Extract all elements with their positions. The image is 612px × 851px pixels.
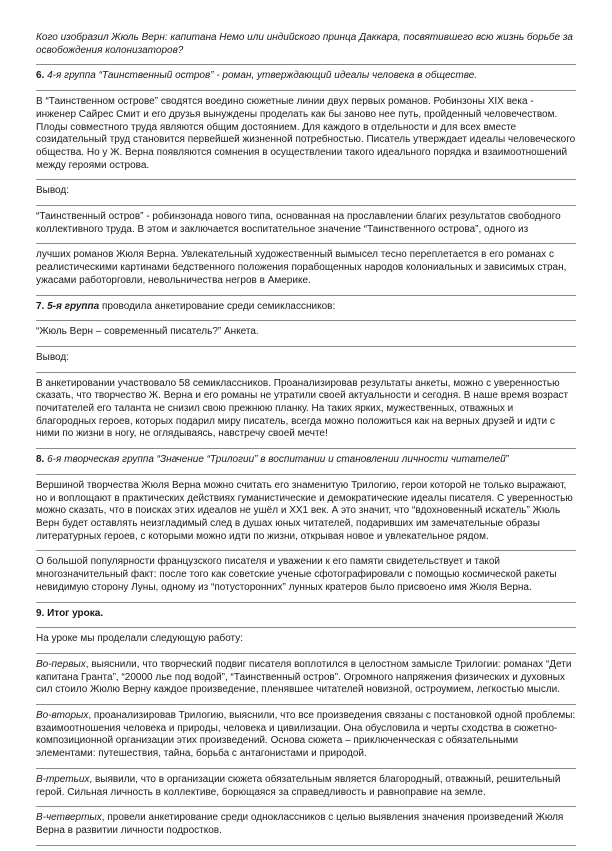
- section-6-conclusion-label: Вывод:: [36, 185, 70, 197]
- divider: [36, 346, 576, 347]
- section-6-body: В “Таинственном острове” сводятся воедино сюжетные линии двух первых романов. Робинзоны XIX века - инженер Сайрес Смит и его друзья вынуждены проделать как бы заново нее путь, пройденный человечеством. Плоды совместного труда являются общим достоянием. Для каждого в отдельности и для всех вместе созидательный труд становится первейшей жизненной потребностью. Писатель утверждает идеалы человеческого общества. Но у Ж. Верна появляются сомнения в осуществлении такого идеального порядка и взаимоотношений между героями острова.: [36, 96, 576, 171]
- divider: [36, 64, 576, 65]
- summary-item: [36, 710, 576, 761]
- divider: [36, 372, 576, 373]
- section-9-heading: 9. Итог урока.: [36, 607, 104, 619]
- divider: [36, 205, 576, 206]
- divider: [36, 602, 576, 603]
- section-7-conclusion: В анкетировании участвовало 58 семиклассников. Проанализировав результаты анкеты, можно с уверенностью сказать, что творчество Ж. Верна и его романы не утратили своей актуальности и сегодня. В наше время возраст почитателей его таланта не снизил свою прежнюю планку. На таких ярких, мужественных, отважных и благородных героев, которых подарил миру писатель, всегда можно положиться как на верных друзей и идти с ними по жизни в ногу, не оглядываясь, навстречу своей мечте!: [36, 377, 569, 440]
- divider: [36, 243, 576, 244]
- section-7-number: 7.: [36, 300, 45, 312]
- divider: [36, 845, 576, 846]
- divider: [36, 448, 576, 449]
- summary-item-text: , выявили, что в организации сюжета обязательным является благородный, отважный, решительный герой. Сильная личность в коллективе, борющаяся за справедливость и равноправие на земле.: [36, 773, 561, 798]
- summary-item: [36, 774, 576, 799]
- section-7-group: 5-я группа: [47, 300, 100, 312]
- summary-item-marker: В-четвертых: [36, 812, 102, 824]
- section-6-heading: [36, 70, 576, 83]
- divider: [36, 704, 576, 705]
- summary-item: [36, 812, 576, 837]
- section-8-body: Вершиной творчества Жюля Верна можно считать его знаменитую Трилогию, герои которой не только выражают, но и воплощают в практических действиях гуманистические и демократические идеалы писателя. С уверенностью можно сказать, что в поисках этих идеалов не ушёл и XX1 век. А это значит, что “вдохновенный искатель” Жюль Верн будет оставлять неизгладимый след в душах юных читателей, подаривших им замечательные образы литературных героев, с которыми можно идти по жизни, открывая новое и увлекательное рядом.: [36, 479, 573, 542]
- section-8-title-tail: ”: [505, 454, 510, 466]
- section-7-title: проводила анкетирование среди семиклассников:: [99, 300, 336, 312]
- divider: [36, 768, 576, 769]
- summary-item: [36, 659, 576, 697]
- summary-item-marker: Во-первых: [36, 658, 86, 670]
- section-9-lead: На уроке мы проделали следующую работу:: [36, 633, 244, 645]
- section-6-conclusion-part-2: лучших романов Жюля Верна. Увлекательный художественный вымысел тесно переплетается в его романах с реалистическими картинами бедственного положения порабощенных народов колониальных и зависимых стран, ужасами работорговли, невольничества негров в Америке.: [36, 249, 567, 286]
- divider: [36, 653, 576, 654]
- section-8-number: 8.: [36, 454, 45, 466]
- summary-item-text: , провели анкетирование среди одноклассников с целью выявления значения произведений Жюля Верна в развитии личности подростков.: [36, 812, 564, 836]
- divider: [36, 550, 576, 551]
- divider: [36, 806, 576, 807]
- summary-item-text: , проанализировав Трилогию, выяснили, что все произведения связаны с постановкой одной проблемы: взаимоотношения человека и природы, человека и цивилизации. Она обусловила и черты сходства в сюжетно-композиционной организации этих произведений. Основа сюжета – приключенческая с обязательными элементами: путешествия, тайна, борьба с антагонистами и природой.: [36, 710, 576, 760]
- divider: [36, 90, 576, 91]
- divider: [36, 320, 576, 321]
- summary-item-text: , выяснили, что творческий подвиг писателя воплотился в целостном замысле Трилогии: романах “Дети капитана Гранта”, “20000 лье под водой”, “Таинственный остров”. Огромного напряжения физических и духовных сил стоило Жюлю Верну каждое произведение, пленявшее читателей новизной, остроумием, легкостью мысли.: [36, 658, 572, 696]
- document-page: [36, 32, 576, 851]
- divider: [36, 627, 576, 628]
- section-6-number: 6.: [36, 70, 45, 82]
- section-6-title: 4-я группа “Таинственный остров” - роман, утверждающий идеалы человека в обществе.: [47, 70, 478, 82]
- divider: [36, 474, 576, 475]
- section-7-heading: [36, 301, 576, 314]
- section-7-conclusion-label: Вывод:: [36, 351, 70, 363]
- divider: [36, 179, 576, 180]
- section-8-heading: [36, 454, 576, 467]
- section-8-title: 6-я творческая группа “Значение “Трилогии” в воспитании и становлении личности читателей: [47, 454, 506, 466]
- section-7-question: “Жюль Верн – современный писатель?” Анкета.: [36, 326, 259, 338]
- divider: [36, 295, 576, 296]
- summary-item-marker: В-третьих: [36, 773, 90, 785]
- section-8-body-2: О большой популярности французского писателя и уважении к его памяти свидетельствует и такой многозначительный факт: после того как советские ученые сфотографировали с помощью космической ракеты невидимую сторону Луны, одному из “потусторонних” лунных кратеров было присвоено имя Жюля Верна.: [36, 556, 557, 593]
- section-6-conclusion-part-1: “Таинственный остров” - робинзонада нового типа, основанная на прославлении благих результатов свободного коллективного труда. В этом и заключается воспитательное значение “Таинственного острова”, одного из: [36, 211, 561, 235]
- intro-question: Кого изобразил Жюль Верн: капитана Немо или индийского принца Даккара, посвятившего всю жизнь борьбе за освобождения колонизаторов?: [36, 32, 573, 56]
- summary-item-marker: Во-вторых: [36, 710, 89, 722]
